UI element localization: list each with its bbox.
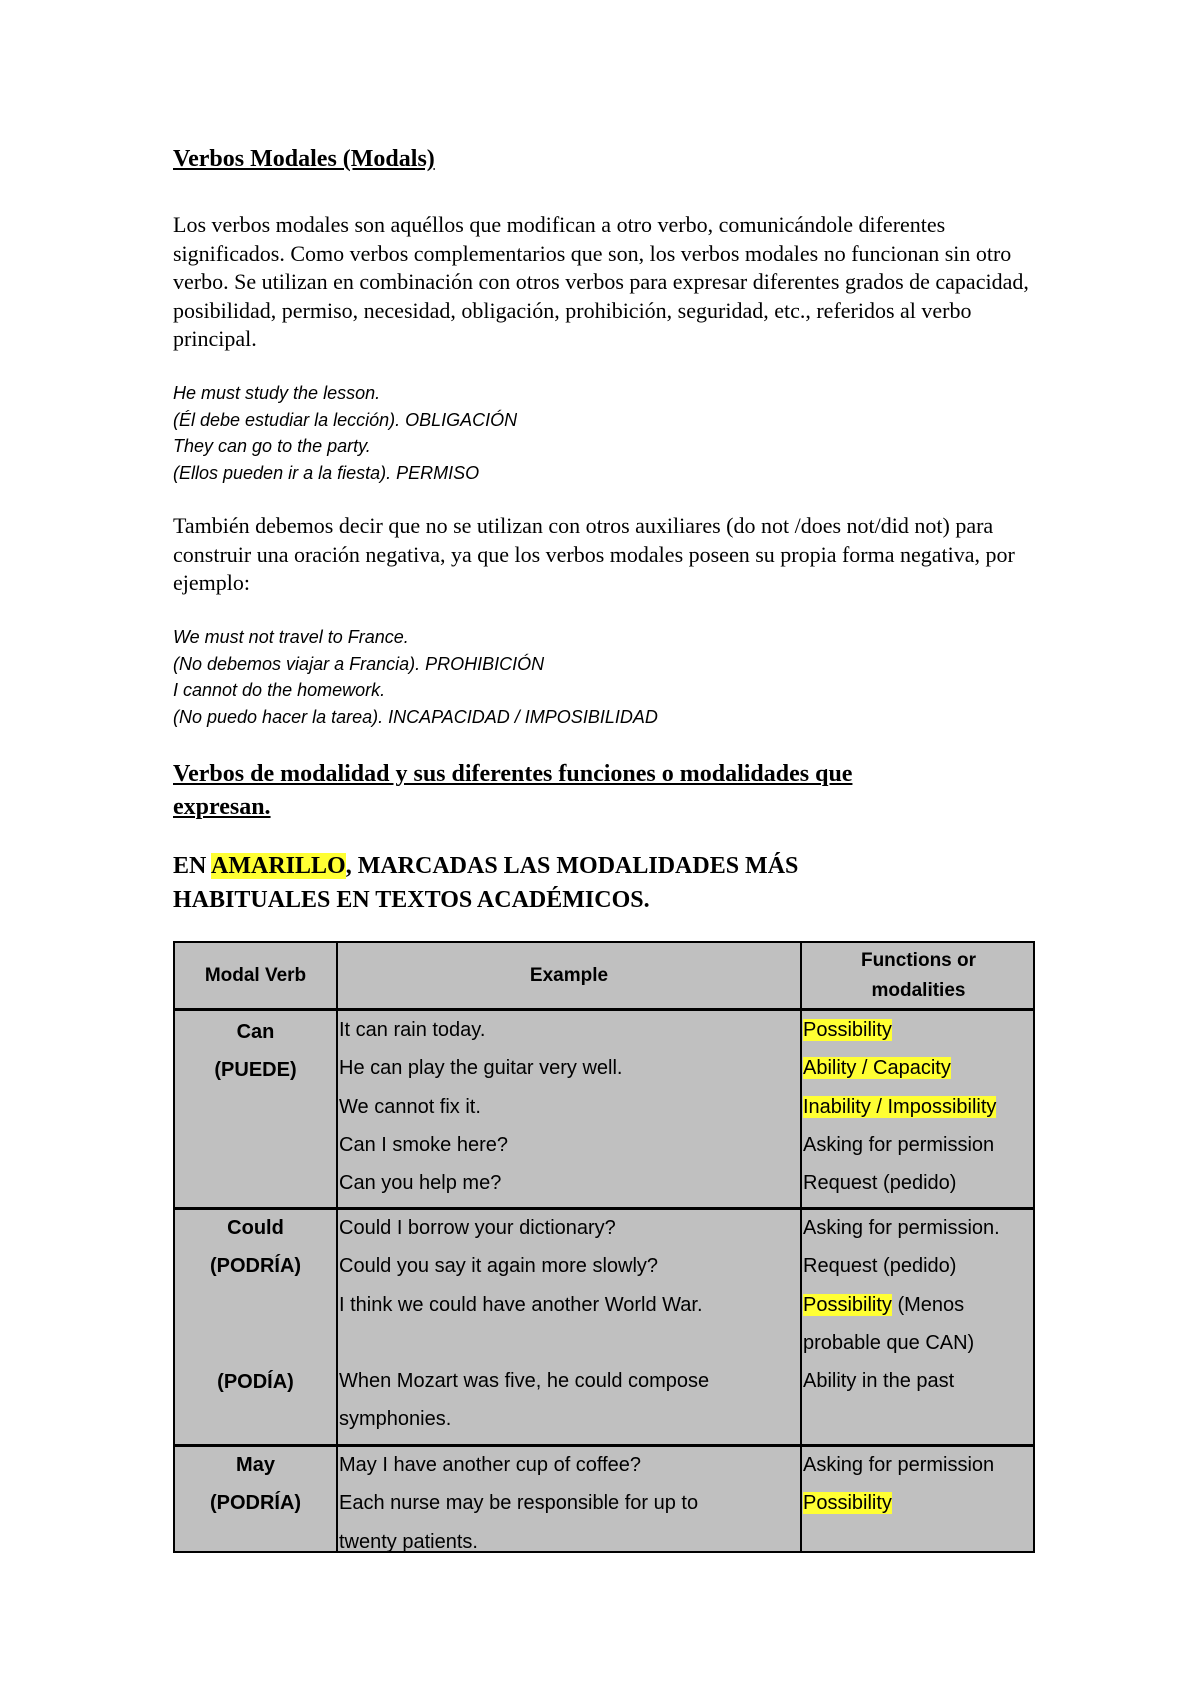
- example-line: (No debemos viajar a Francia). PROHIBICIÓN: [173, 653, 545, 674]
- verb-cell-may: May (PODRÍA): [209, 1454, 302, 1514]
- note-line-2: HABITUALES EN TEXTOS ACADÉMICOS.: [173, 887, 650, 913]
- example-line: We must not travel to France.: [173, 627, 409, 647]
- table-divider: [336, 943, 338, 1551]
- functions-cell-may: [803, 1446, 994, 1523]
- example-sentence: symphonies.: [339, 1408, 452, 1431]
- section-heading-line: expresan.: [173, 794, 271, 820]
- example-sentence: [339, 1324, 709, 1362]
- page-title: Verbos Modales (Modals): [173, 146, 435, 172]
- function-text: Asking for permission: [803, 1133, 995, 1156]
- example-sentence: When Mozart was five, he could compose: [339, 1370, 710, 1393]
- header-functions: Functions or modalities: [860, 950, 977, 1001]
- functions-cell-could: [803, 1209, 1000, 1400]
- example-sentence: It can rain today.: [339, 1019, 486, 1041]
- example-line: (No puedo hacer la tarea). INCAPACIDAD / IMPOSIBILIDAD: [173, 706, 658, 727]
- examples-cell-could: [339, 1209, 709, 1439]
- modals-table: [173, 941, 1035, 1553]
- example-sentence: May I have another cup of coffee?: [339, 1454, 642, 1476]
- highlight-note: [173, 849, 798, 917]
- example-sentence: Can you help me?: [339, 1172, 502, 1195]
- negative-paragraph: También debemos decir que no se utilizan con otros auxiliares (do not /does not/did not) para construir una oración negativa, ya que los verbos modales poseen su propia forma negativa, por ejemplo:: [173, 513, 1015, 595]
- function-text: Asking for permission.: [803, 1217, 1000, 1239]
- examples-block-1: [173, 380, 517, 486]
- example-line: (Él debe estudiar la lección). OBLIGACIÓN: [173, 409, 518, 430]
- function-text: Request (pedido): [803, 1172, 957, 1195]
- function-highlight: Possibility: [803, 1492, 892, 1515]
- example-line: I cannot do the homework.: [173, 680, 386, 700]
- function-highlight: Inability / Impossibility: [803, 1095, 997, 1118]
- example-sentence: Can I smoke here?: [339, 1133, 508, 1156]
- function-highlight: Possibility: [803, 1019, 892, 1041]
- function-highlight: Possibility: [803, 1293, 892, 1316]
- function-text: (Menos: [891, 1293, 965, 1316]
- note-highlighted-word: AMARILLO: [211, 853, 346, 879]
- section-heading-line: Verbos de modalidad y sus diferentes funciones o modalidades que: [173, 761, 853, 787]
- header-modal-verb: Modal Verb: [204, 965, 307, 986]
- function-text: Ability in the past: [803, 1370, 955, 1393]
- function-text: Request (pedido): [803, 1255, 957, 1278]
- table-divider: [800, 943, 802, 1551]
- examples-block-2: [173, 624, 658, 730]
- examples-cell-can: [339, 1011, 622, 1202]
- example-sentence: I think we could have another World War.: [339, 1293, 703, 1316]
- examples-cell-may: [339, 1446, 698, 1561]
- example-line: He must study the lesson.: [173, 383, 381, 403]
- example-line: (Ellos pueden ir a la fiesta). PERMISO: [173, 462, 480, 483]
- example-sentence: twenty patients.: [339, 1530, 478, 1553]
- example-sentence: Could you say it again more slowly?: [339, 1255, 659, 1278]
- verb-cell-could-past: (PODÍA): [217, 1371, 294, 1393]
- function-text: probable que CAN): [803, 1331, 975, 1354]
- example-sentence: Could I borrow your dictionary?: [339, 1217, 616, 1239]
- verb-cell-can: Can (PUEDE): [214, 1021, 297, 1081]
- example-sentence: We cannot fix it.: [339, 1095, 481, 1118]
- function-highlight: Ability / Capacity: [803, 1057, 951, 1080]
- note-suffix: , MARCADAS LAS MODALIDADES MÁS: [345, 853, 799, 879]
- example-line: They can go to the party.: [173, 436, 371, 456]
- header-example: Example: [529, 965, 609, 986]
- example-sentence: Each nurse may be responsible for up to: [339, 1492, 699, 1515]
- example-sentence: He can play the guitar very well.: [339, 1057, 623, 1080]
- intro-paragraph: Los verbos modales son aquéllos que modifican a otro verbo, comunicándole diferentes significados. Como verbos complementarios que son, los verbos modales no funcionan sin otro verbo. Se utilizan en combinación con otros verbos para expresar diferentes grados de capacidad, posibilidad, permiso, necesidad, obligación, prohibición, seguridad, etc., referidos al verbo principal.: [173, 212, 1029, 351]
- function-text: Asking for permission: [803, 1454, 995, 1476]
- note-prefix: EN: [173, 853, 212, 879]
- section-heading: [173, 758, 852, 824]
- verb-cell-could: Could (PODRÍA): [209, 1217, 302, 1277]
- functions-cell-can: [803, 1011, 996, 1202]
